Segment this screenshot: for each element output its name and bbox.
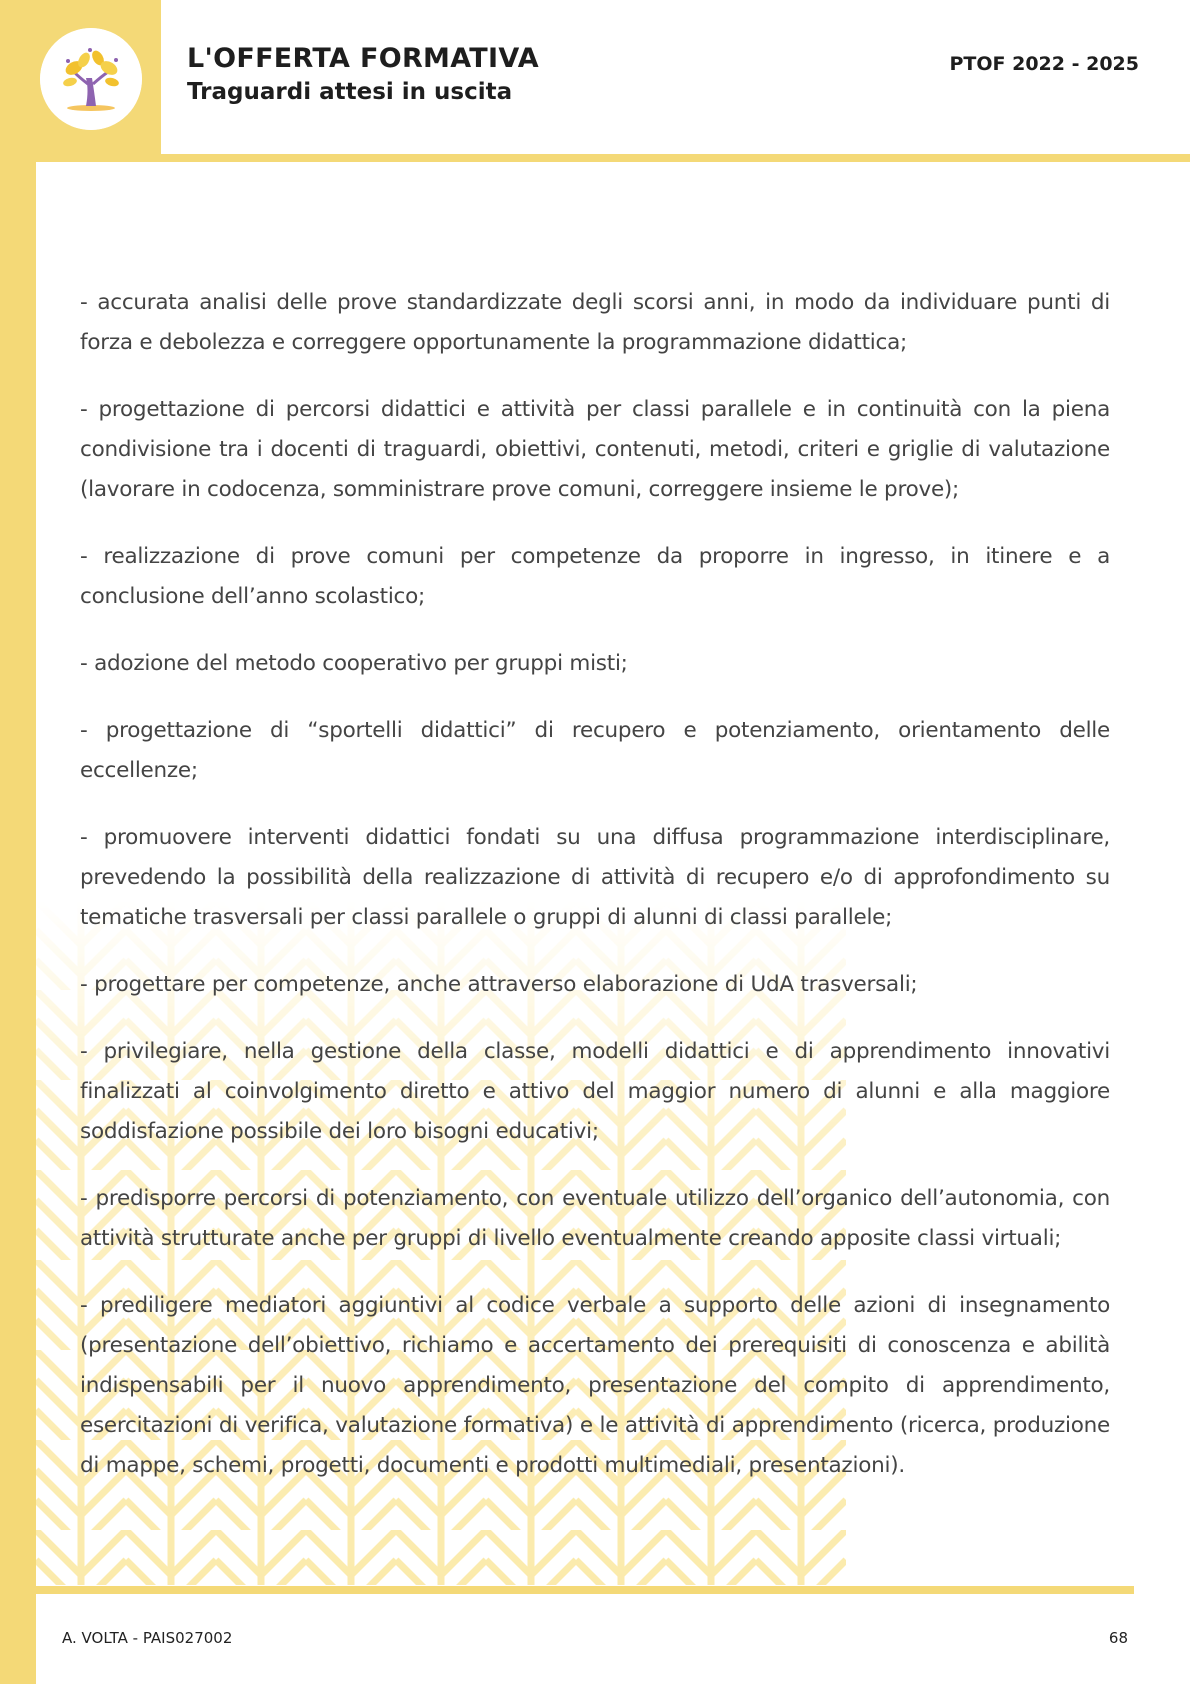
list-item: - progettazione di percorsi didattici e attività per classi parallele e in continuità con la piena condivisione tra i docenti di traguardi, obiettivi, contenuti, metodi, criteri e griglie di valutazione (lavorare in codocenza, somministrare prove comuni, correggere insieme le prove); [80, 397, 1110, 502]
list-item: - accurata analisi delle prove standardizzate degli scorsi anni, in modo da individuare punti di forza e debolezza e correggere opportunamente la programmazione didattica; [80, 290, 1110, 355]
page-subtitle: Traguardi attesi in uscita [187, 79, 513, 105]
page-number: 68 [1108, 1629, 1128, 1647]
document-period: PTOF 2022 - 2025 [949, 53, 1139, 75]
left-accent-strip [0, 0, 36, 1684]
list-item: - prediligere mediatori aggiuntivi al codice verbale a supporto delle azioni di insegnamento (presentazione dell’obiettivo, richiamo e accertamento dei prerequisiti di conoscenza e abilità indispensabili per il nuovo apprendimento, presentazione del compito di apprendimento, esercitazioni di verifica, valutazione formativa) e le attività di apprendimento (ricerca, produzione di mappe, schemi, progetti, documenti e prodotti multimediali, presentazioni). [80, 1293, 1110, 1478]
footer-divider [36, 1586, 1134, 1594]
list-item: - adozione del metodo cooperativo per gruppi misti; [80, 651, 628, 676]
list-item: - promuovere interventi didattici fondati su una diffusa programmazione interdisciplinare, prevedendo la possibilità della realizzazione di attività di recupero e/o di approfondimento su tematiche trasversali per classi parallele o gruppi di alunni di classi parallele; [80, 825, 1110, 930]
list-item: - realizzazione di prove comuni per competenze da proporre in ingresso, in itinere e a conclusione dell’anno scolastico; [80, 544, 1110, 609]
footer-school: A. VOLTA - PAIS027002 [62, 1629, 233, 1647]
list-item: - privilegiare, nella gestione della classe, modelli didattici e di apprendimento innovativi finalizzati al coinvolgimento diretto e attivo del maggior numero di alunni e alla maggiore soddisfazione possibile dei loro bisogni educativi; [80, 1039, 1110, 1144]
main-content [80, 283, 1110, 1513]
header-divider [36, 154, 1190, 162]
page-title: L'OFFERTA FORMATIVA [187, 43, 539, 74]
tree-logo-icon [40, 28, 142, 130]
list-item: - progettazione di “sportelli didattici” di recupero e potenziamento, orientamento delle eccellenze; [80, 718, 1110, 783]
list-item: - predisporre percorsi di potenziamento, con eventuale utilizzo dell’organico dell’autonomia, con attività strutturate anche per gruppi di livello eventualmente creando apposite classi virtuali; [80, 1186, 1110, 1251]
list-item: - progettare per competenze, anche attraverso elaborazione di UdA trasversali; [80, 972, 918, 997]
